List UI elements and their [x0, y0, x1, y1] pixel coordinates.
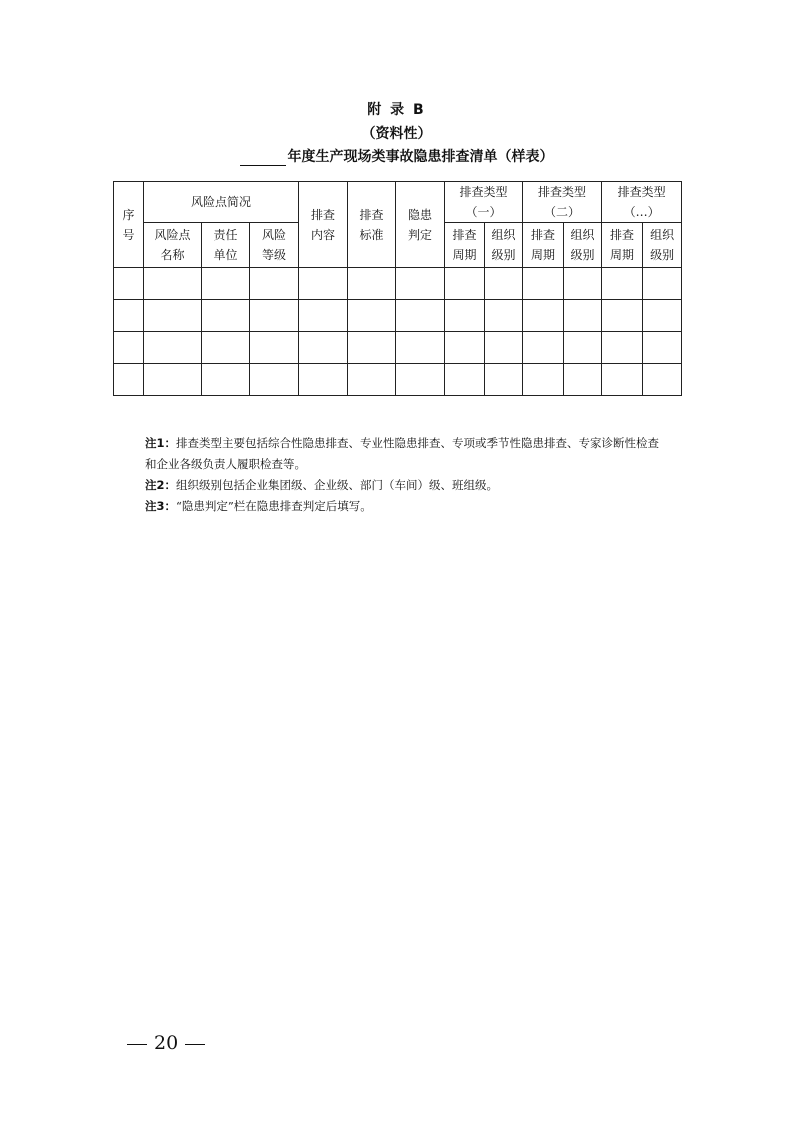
table-cell[interactable] — [250, 300, 299, 332]
table-cell[interactable] — [643, 332, 682, 364]
type3-cycle-line1: 排查 — [610, 228, 635, 242]
table-cell[interactable] — [299, 268, 348, 300]
type2-header — [523, 182, 602, 223]
type3-header-line1: 排查类型 — [617, 185, 666, 199]
table-cell[interactable] — [299, 364, 348, 396]
notes-section — [145, 433, 685, 517]
type2-header-line2: （二） — [544, 205, 581, 219]
type2-header-line1: 排查类型 — [538, 185, 587, 199]
risk-level-header — [250, 223, 299, 268]
resp-unit-header-line1: 责任 — [213, 228, 238, 242]
resp-unit-header-line2: 单位 — [213, 248, 238, 262]
type1-cycle-line1: 排查 — [452, 228, 477, 242]
table-row — [114, 364, 682, 396]
table-cell[interactable] — [299, 332, 348, 364]
note-3-text: “隐患判定”栏在隐患排查判定后填写。 — [176, 499, 372, 513]
type1-header — [445, 182, 523, 223]
table-cell[interactable] — [396, 364, 445, 396]
note-1-label: 注1： — [145, 436, 177, 450]
judge-header-line2: 判定 — [408, 227, 433, 242]
type3-org-line1: 组织 — [650, 228, 675, 242]
table-cell[interactable] — [144, 364, 202, 396]
standard-header-line2: 标准 — [359, 227, 384, 242]
table-cell[interactable] — [250, 332, 299, 364]
content-header-line1: 排查 — [311, 207, 336, 222]
type2-cycle-line1: 排查 — [531, 228, 556, 242]
table-cell[interactable] — [523, 268, 564, 300]
note-2 — [145, 475, 685, 496]
type3-org-header — [643, 223, 682, 268]
table-cell[interactable] — [348, 268, 396, 300]
note-2-text: 组织级别包括企业集团级、企业级、部门（车间）级、班组级。 — [176, 478, 499, 492]
type3-cycle-line2: 周期 — [610, 248, 635, 262]
table-cell[interactable] — [485, 364, 523, 396]
resp-unit-header — [202, 223, 250, 268]
table-cell[interactable] — [523, 332, 564, 364]
table-cell[interactable] — [396, 332, 445, 364]
standard-header-line1: 排查 — [359, 207, 384, 222]
table-cell[interactable] — [396, 268, 445, 300]
table-cell[interactable] — [114, 268, 144, 300]
type1-org-line1: 组织 — [491, 228, 516, 242]
page-number — [120, 1032, 212, 1054]
header-row-1 — [114, 182, 682, 223]
table-cell[interactable] — [602, 268, 643, 300]
appendix-nature: （资料性） — [361, 126, 432, 142]
type2-cycle-header — [523, 223, 564, 268]
type1-header-line2: （一） — [465, 205, 502, 219]
table-cell[interactable] — [250, 364, 299, 396]
table-cell[interactable] — [144, 300, 202, 332]
risk-level-header-line2: 等级 — [262, 248, 287, 262]
table-cell[interactable] — [643, 300, 682, 332]
table-cell[interactable] — [202, 332, 250, 364]
table-cell[interactable] — [564, 364, 602, 396]
table-cell[interactable] — [523, 364, 564, 396]
risk-name-header — [144, 223, 202, 268]
type2-org-line1: 组织 — [570, 228, 595, 242]
year-blank — [240, 151, 286, 166]
type2-org-header — [564, 223, 602, 268]
risk-name-header-line2: 名称 — [160, 248, 185, 262]
type2-cycle-line2: 周期 — [531, 248, 556, 262]
risk-overview-header: 风险点简况 — [144, 182, 299, 223]
table-cell[interactable] — [643, 268, 682, 300]
table-row — [114, 300, 682, 332]
seq-header-line1: 序 — [122, 207, 135, 222]
table-cell[interactable] — [114, 332, 144, 364]
type3-header — [602, 182, 682, 223]
seq-header-line2: 号 — [122, 227, 135, 242]
risk-name-header-line1: 风险点 — [154, 228, 191, 242]
table-cell[interactable] — [602, 332, 643, 364]
table-cell[interactable] — [114, 300, 144, 332]
risk-level-header-line1: 风险 — [262, 228, 287, 242]
table-cell[interactable] — [299, 300, 348, 332]
judge-header-line1: 隐患 — [408, 207, 433, 222]
type1-cycle-line2: 周期 — [452, 248, 477, 262]
table-cell[interactable] — [202, 300, 250, 332]
note-3 — [145, 496, 685, 517]
type1-org-header — [485, 223, 523, 268]
type3-cycle-header — [602, 223, 643, 268]
page-dash-right — [185, 1044, 205, 1045]
table-cell[interactable] — [445, 268, 485, 300]
type2-org-line2: 级别 — [570, 248, 595, 262]
table-cell[interactable] — [445, 300, 485, 332]
table-cell[interactable] — [348, 300, 396, 332]
table-cell[interactable] — [445, 332, 485, 364]
table-cell[interactable] — [523, 300, 564, 332]
table-cell[interactable] — [144, 268, 202, 300]
table-cell[interactable] — [348, 332, 396, 364]
inspection-table — [113, 181, 682, 396]
table-cell[interactable] — [485, 332, 523, 364]
type1-header-line1: 排查类型 — [459, 185, 508, 199]
table-row — [114, 268, 682, 300]
note-1-text: 排查类型主要包括综合性隐患排查、专业性隐患排查、专项或季节性隐患排查、专家诊断性检查 — [176, 436, 660, 450]
table-cell[interactable] — [445, 364, 485, 396]
table-cell[interactable] — [485, 300, 523, 332]
seq-header — [114, 182, 144, 268]
note-1-continuation: 和企业各级负责人履职检查等。 — [145, 457, 306, 471]
table-cell[interactable] — [564, 300, 602, 332]
table-cell[interactable] — [643, 364, 682, 396]
table-cell[interactable] — [485, 268, 523, 300]
appendix-label: 附 录 B — [367, 102, 426, 118]
table-cell[interactable] — [602, 300, 643, 332]
standard-header — [348, 182, 396, 268]
type1-cycle-header — [445, 223, 485, 268]
judge-header — [396, 182, 445, 268]
note-3-label: 注3： — [145, 499, 177, 513]
table-row — [114, 332, 682, 364]
type3-header-line2: （…） — [623, 205, 660, 219]
table-cell[interactable] — [564, 268, 602, 300]
table-cell[interactable] — [348, 364, 396, 396]
note-1 — [145, 433, 685, 454]
content-header-line2: 内容 — [311, 227, 336, 242]
content-header — [299, 182, 348, 268]
table-cell[interactable] — [250, 268, 299, 300]
type3-org-line2: 级别 — [650, 248, 675, 262]
table-cell[interactable] — [602, 364, 643, 396]
note-2-label: 注2： — [145, 478, 177, 492]
table-cell[interactable] — [144, 332, 202, 364]
table-cell[interactable] — [564, 332, 602, 364]
table-cell[interactable] — [202, 268, 250, 300]
page-dash-left — [127, 1044, 147, 1045]
table-cell[interactable] — [114, 364, 144, 396]
type1-org-line2: 级别 — [491, 248, 516, 262]
table-cell[interactable] — [202, 364, 250, 396]
table-cell[interactable] — [396, 300, 445, 332]
page-number-value: 20 — [154, 1032, 179, 1054]
title-text: 年度生产现场类事故隐患排查清单（样表） — [287, 149, 554, 165]
document-title — [0, 146, 793, 166]
